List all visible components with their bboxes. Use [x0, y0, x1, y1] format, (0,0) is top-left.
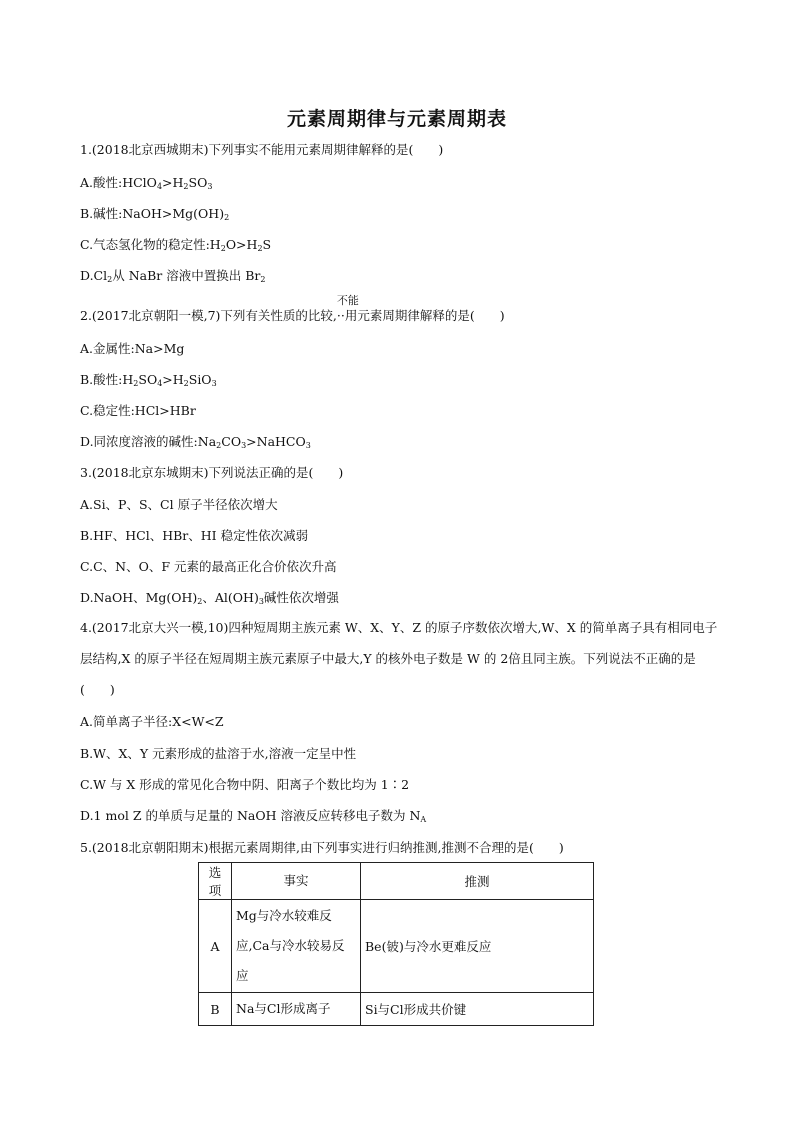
q1-option-a: A.酸性$:HClO_4>H_2SO_3$ — [80, 175, 213, 191]
q3-option-c: C.C、N、O、F 元素的最高正化合价依次升高 — [80, 559, 337, 574]
table-cell-option: A — [199, 900, 232, 993]
table-cell-guess: Be(铍)与冷水更难反应 — [361, 900, 594, 993]
page-title: 元素周期律与元素周期表 — [286, 108, 507, 130]
q3-option-b: B.HF、HCl、HBr、HI 稳定性依次减弱 — [80, 528, 309, 543]
table-cell-guess: Si与Cl形成共价键 — [361, 993, 594, 1026]
table-header: 事实 — [232, 863, 361, 900]
q3-option-d: D.NaOH、$Mg(OH)_2$、$Al(OH)_3$碱性依次增强 — [80, 590, 339, 606]
q2-stem: 2.(2017北京朝阳一模,7)下列有关性质的比较, 不能 ··用元素周期律解释的是( ) — [80, 294, 505, 323]
q2-option-a: A.金属性:Na>Mg — [80, 341, 185, 356]
table-cell-fact: Na与Cl形成离子 — [232, 993, 361, 1026]
q3-stem: 3.(2018北京东城期末)下列说法正确的是( ) — [80, 465, 344, 480]
q2-option-c: C.稳定性:HCl>HBr — [80, 403, 196, 418]
options-table — [198, 862, 594, 1026]
q1-option-b: B.碱性$:NaOH>Mg(OH)_2$ — [80, 206, 230, 222]
table-cell-option: B — [199, 993, 232, 1026]
q2-option-b: B.酸性$:H_2SO_4>H_2SiO_3$ — [80, 372, 217, 388]
emphasis-mark: 不能 ·· — [336, 294, 359, 323]
q3-option-a: A.Si、P、S、Cl 原子半径依次增大 — [80, 497, 278, 512]
table-header-row — [199, 863, 594, 900]
table-row — [199, 993, 594, 1026]
q1-option-d: $D.Cl_2$从 NaBr 溶液中置换出 $Br_2$ — [80, 268, 266, 284]
q2-option-d: D.同浓度溶液的碱性$:Na_2CO_3>NaHCO_3$ — [80, 434, 311, 450]
q1-stem: 1.(2018北京西城期末)下列事实不能用元素周期律解释的是( ) — [80, 142, 444, 157]
table-row — [199, 900, 594, 993]
q4-stem: 4.(2017北京大兴一模,10)四种短周期主族元素 W、X、Y、Z 的原子序数依次增大,W、X 的简单离子具有相同电子层结构,X 的原子半径在短周期主族元素原子中最大,Y 的核外电子数是 W 的 2倍且同主族。下列说法不正确的是( ) — [80, 620, 718, 697]
q1-option-c: C.气态氢化物的稳定性$:H_2O>H_2S$ — [80, 237, 272, 253]
q4-option-d: D.1 mol Z 的单质与足量的 NaOH 溶液反应转移电子数为 $N_A$ — [80, 808, 427, 824]
table-header: 选项 — [199, 863, 232, 900]
q5-stem: 5.(2018北京朝阳期末)根据元素周期律,由下列事实进行归纳推测,推测不合理的是( ) — [80, 840, 564, 855]
q4-option-a: A.简单离子半径:X<W<Z — [80, 714, 224, 729]
table-header: 推测 — [361, 863, 594, 900]
q4-option-c: C.W 与 X 形成的常见化合物中阴、阳离子个数比均为 1∶2 — [80, 777, 410, 792]
table-cell-fact: Mg与冷水较难反应,Ca与冷水较易反应 — [232, 900, 361, 993]
q4-option-b: B.W、X、Y 元素形成的盐溶于水,溶液一定呈中性 — [80, 746, 357, 761]
